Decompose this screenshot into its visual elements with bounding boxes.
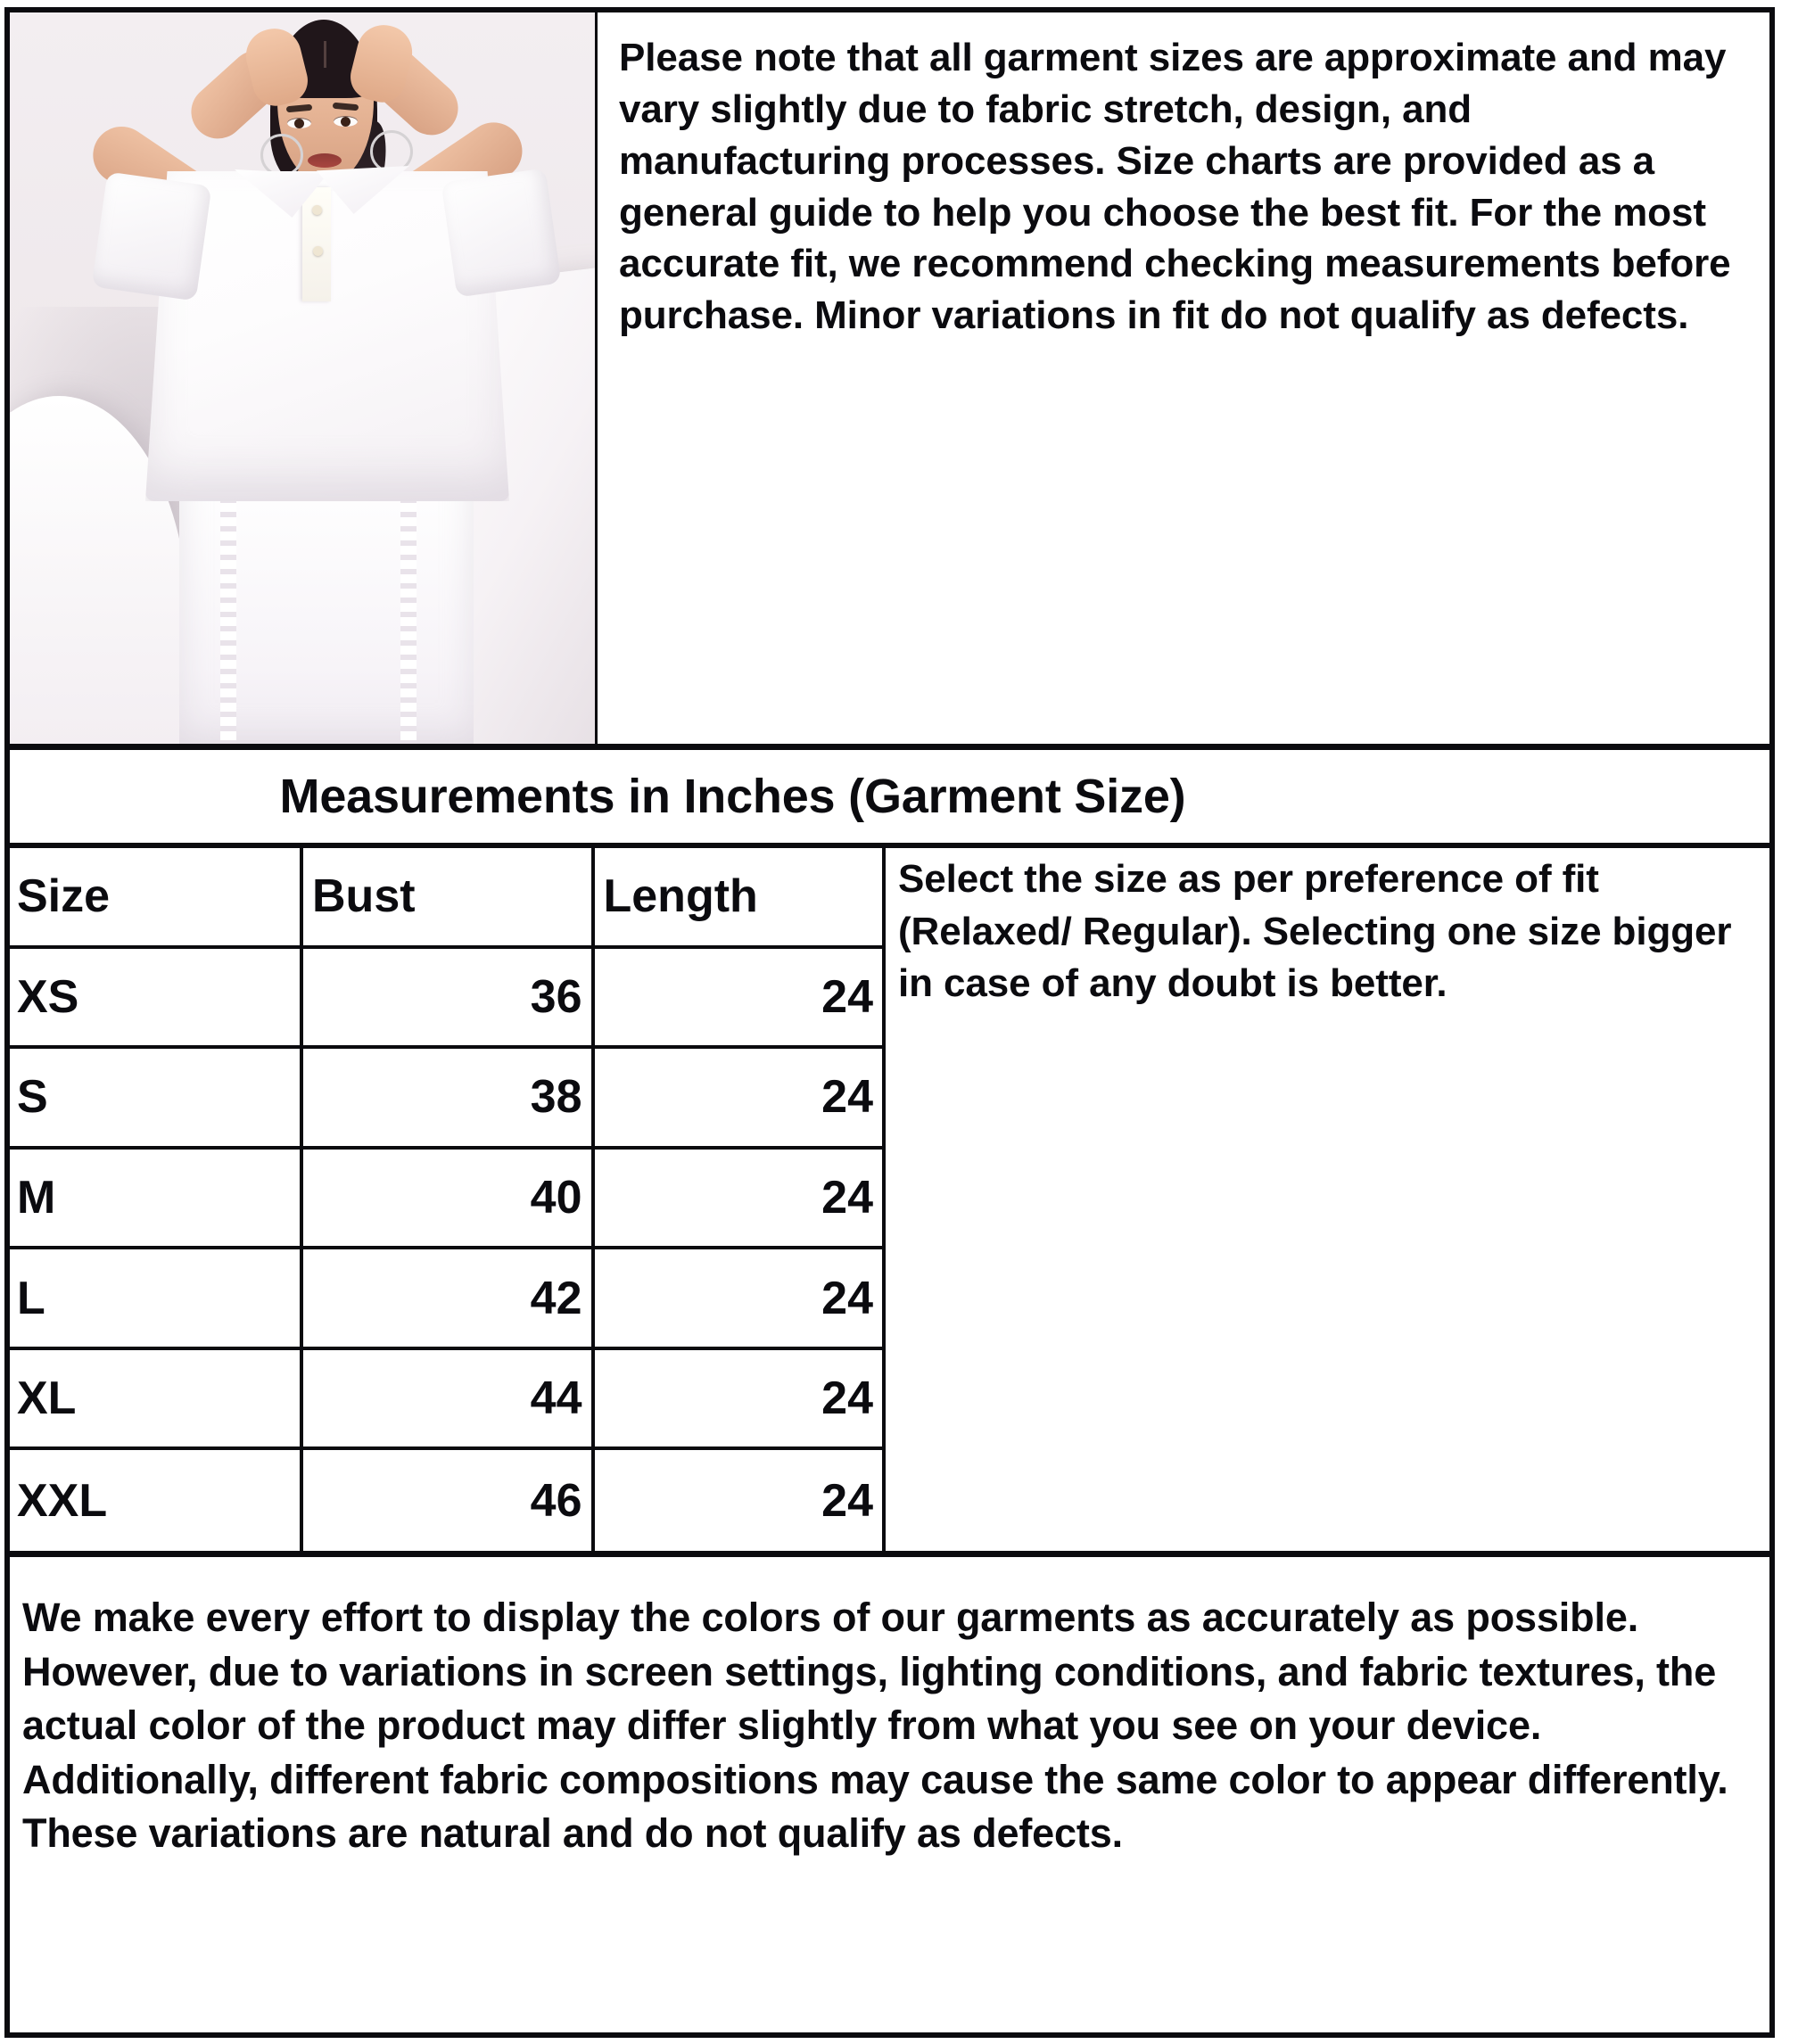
garment-sleeve-left <box>92 171 212 301</box>
fit-advice-text: Select the size as per preference of fit (Relaxed/ Regular). Selecting one size bigger in case of any doubt is better. <box>898 857 1732 1006</box>
cell-length <box>595 1350 883 1447</box>
cell-length <box>595 1049 883 1146</box>
cell-bust <box>303 1049 595 1146</box>
table-row <box>10 1049 882 1150</box>
cell-size-value: M <box>17 1172 56 1224</box>
product-photo <box>10 12 595 744</box>
cell-length <box>595 1150 883 1247</box>
garment-sleeve-right <box>441 168 562 297</box>
cell-bust-value: 36 <box>530 970 582 1023</box>
cell-size-value: L <box>17 1272 45 1324</box>
garment-button-bottom <box>313 246 323 256</box>
table-row <box>10 949 882 1050</box>
model-pupil-left <box>294 119 304 128</box>
cell-bust-value: 44 <box>530 1372 582 1425</box>
table-row <box>10 1350 882 1451</box>
cell-size <box>10 1450 303 1551</box>
column-header-size <box>10 848 303 945</box>
model-hair-part <box>324 41 326 68</box>
size-table-grid <box>10 848 886 1551</box>
garment-pants-ruffle-right <box>400 474 417 744</box>
model-pupil-right <box>341 117 351 127</box>
table-row <box>10 1450 882 1551</box>
size-table-zone <box>10 848 1769 1557</box>
cell-size <box>10 1150 303 1247</box>
cell-length-value: 24 <box>821 1474 873 1527</box>
cell-bust-value: 38 <box>530 1071 582 1124</box>
cell-length <box>595 1249 883 1347</box>
cell-size-value: XS <box>17 970 79 1023</box>
cell-size-value: XL <box>17 1372 77 1425</box>
cell-length-value: 24 <box>821 1272 873 1324</box>
cell-length <box>595 1450 883 1551</box>
cell-length-value: 24 <box>821 1372 873 1425</box>
table-row <box>10 1150 882 1250</box>
cell-size <box>10 949 303 1046</box>
cell-size-value: S <box>17 1071 48 1124</box>
table-header-row <box>10 848 882 949</box>
cell-bust <box>303 1450 595 1551</box>
color-disclaimer-text: We make every effort to display the colors of our garments as accurately as possible. However, due to variations in screen settings, lighting conditions, and fabric textures, the actual color of the product may differ slightly from what you see on your device. Additionally, different fabric compositions may cause the same color to appear differently. These variations are natural and do not qualify as defects. <box>22 1595 1728 1857</box>
cell-size <box>10 1049 303 1146</box>
column-header-length-label: Length <box>603 870 758 923</box>
column-header-bust <box>303 848 595 945</box>
cell-length <box>595 949 883 1046</box>
intro-note-text: Please note that all garment sizes are approximate and may vary slightly due to fabric stretch, design, and manufacturing processes. Size charts are provided as a general guide to help you choose the best fit. For the most accurate fit, we recommend checking measurements before purchase. Minor variations in fit do not qualify as defects. <box>619 36 1731 338</box>
model-lips <box>308 153 342 168</box>
cell-size <box>10 1249 303 1347</box>
cell-bust-value: 46 <box>530 1474 582 1527</box>
top-block <box>10 12 1769 750</box>
fit-advice-cell <box>886 848 1769 1551</box>
size-table-title: Measurements in Inches (Garment Size) <box>279 770 1186 823</box>
hoop-earring-left <box>260 134 303 177</box>
cell-bust-value: 42 <box>530 1272 582 1324</box>
garment-pants-ruffle-left <box>220 474 236 744</box>
cell-length-value: 24 <box>821 1172 873 1224</box>
color-disclaimer-cell <box>10 1557 1769 2032</box>
cell-bust <box>303 949 595 1046</box>
cell-size <box>10 1350 303 1447</box>
size-chart-sheet <box>4 7 1775 2038</box>
cell-bust <box>303 1350 595 1447</box>
table-row <box>10 1249 882 1350</box>
column-header-bust-label: Bust <box>312 870 416 923</box>
size-table-title-row <box>10 750 1769 848</box>
cell-size-value: XXL <box>17 1474 108 1527</box>
intro-note-cell <box>598 12 1769 744</box>
cell-bust-value: 40 <box>530 1172 582 1224</box>
cell-length-value: 24 <box>821 1071 873 1124</box>
product-photo-cell <box>10 12 598 744</box>
cell-bust <box>303 1249 595 1347</box>
cell-bust <box>303 1150 595 1247</box>
cell-length-value: 24 <box>821 970 873 1023</box>
column-header-size-label: Size <box>17 870 111 923</box>
column-header-length <box>595 848 883 945</box>
garment-button-top <box>312 205 322 215</box>
